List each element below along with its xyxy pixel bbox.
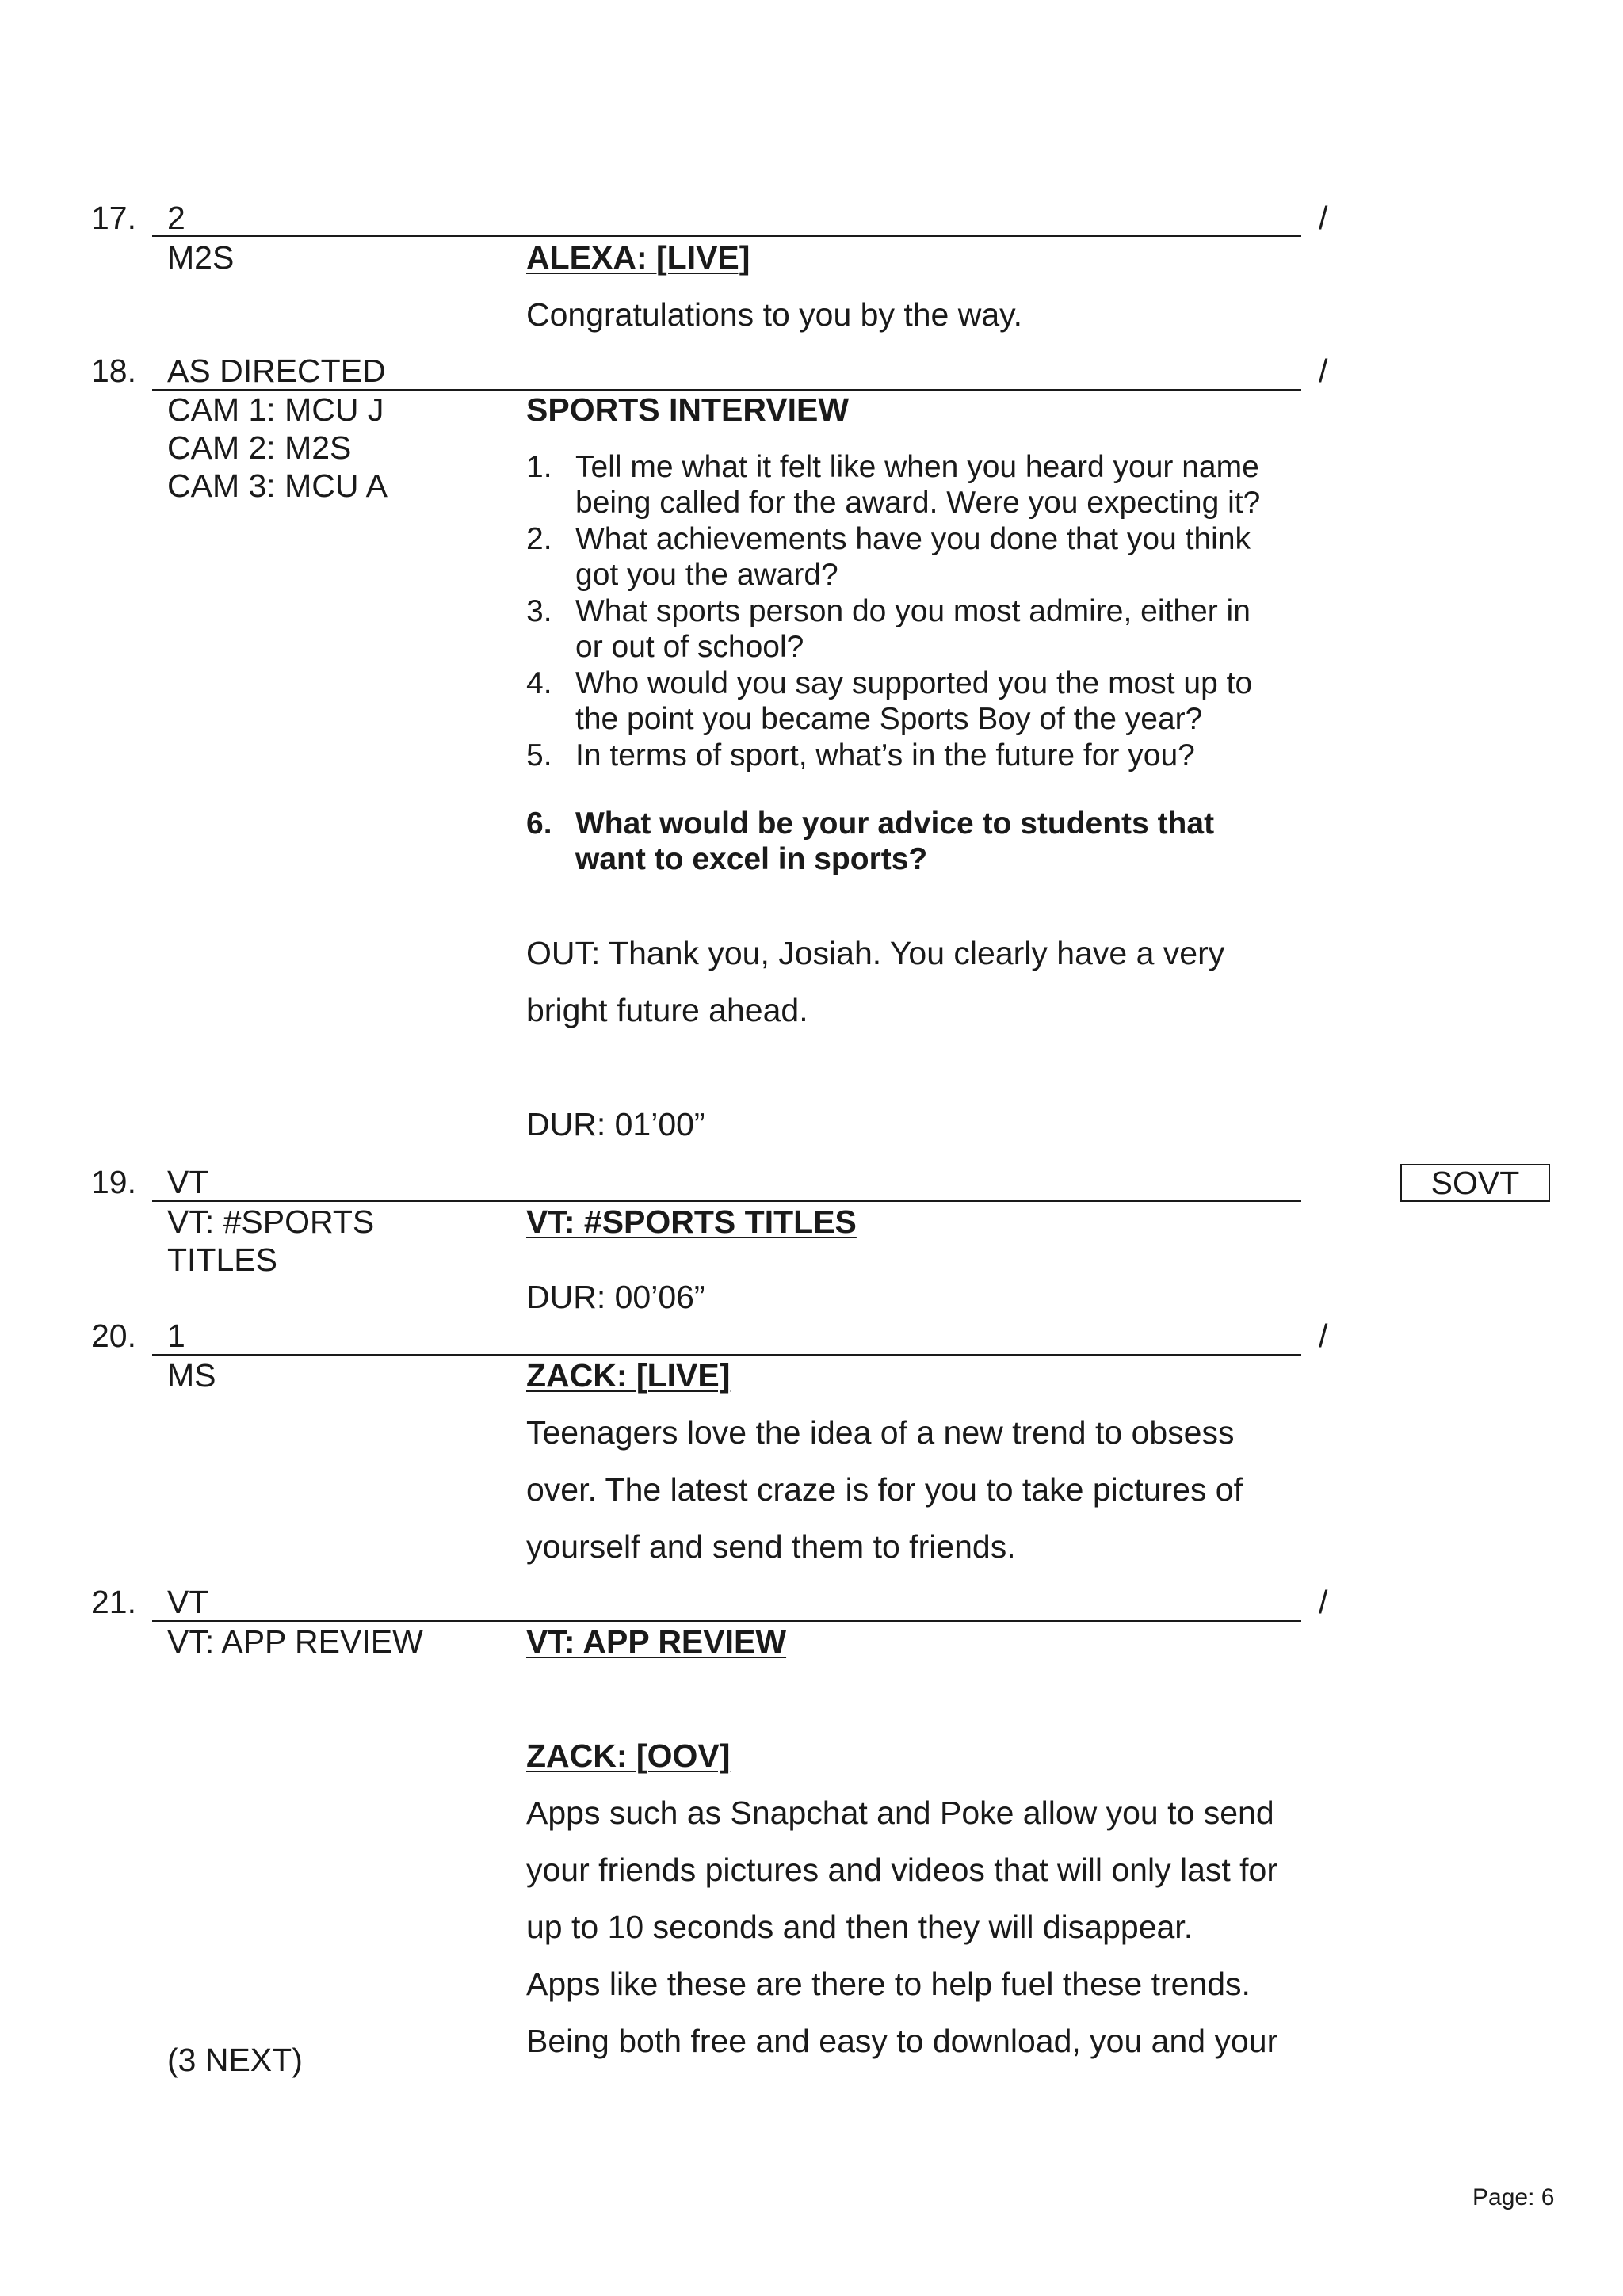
vt-heading: VT: #SPORTS TITLES: [526, 1203, 857, 1240]
question-number: 1.: [526, 450, 552, 484]
shot-number: 19.: [91, 1164, 136, 1200]
shot-number: 21.: [91, 1584, 136, 1620]
vt-heading: VT: APP REVIEW: [526, 1623, 787, 1660]
question-number: 4.: [526, 666, 552, 700]
question-line: What sports person do you most admire, either in: [575, 594, 1251, 628]
shot-number: 18.: [91, 353, 136, 389]
divider-line: [152, 235, 1301, 237]
out-line: OUT: Thank you, Josiah. You clearly have a very: [526, 935, 1225, 971]
shot-number: 17.: [91, 200, 136, 236]
question-line: the point you became Sports Boy of the year?: [575, 702, 1203, 736]
question-line: What would be your advice to students that: [575, 807, 1215, 841]
duration: DUR: 00’06”: [526, 1279, 705, 1315]
page-number: Page: 6: [1472, 2184, 1555, 2210]
camera-number: 2: [167, 200, 185, 236]
script-line: Teenagers love the idea of a new trend to obsess: [526, 1414, 1235, 1451]
shot-number: 20.: [91, 1318, 136, 1354]
camera-number: AS DIRECTED: [167, 353, 386, 389]
duration: DUR: 01’00”: [526, 1106, 705, 1142]
question-line: being called for the award. Were you expecting it?: [575, 486, 1261, 520]
slash-marker: /: [1319, 1318, 1328, 1354]
question-number: 3.: [526, 594, 552, 628]
script-line: your friends pictures and videos that will only last for: [526, 1852, 1278, 1888]
divider-line: [152, 1354, 1301, 1356]
question-number: 6.: [526, 807, 552, 841]
question-line: What achievements have you done that you think: [575, 522, 1251, 556]
divider-line: [152, 1620, 1301, 1622]
shot-type: VT: #SPORTS: [167, 1203, 375, 1240]
camera-number: VT: [167, 1584, 209, 1620]
camera-number: 1: [167, 1318, 185, 1354]
question-number: 5.: [526, 738, 552, 772]
script-line: up to 10 seconds and then they will disappear.: [526, 1909, 1193, 1945]
shot-type: TITLES: [167, 1241, 277, 1278]
slash-marker: /: [1319, 1584, 1328, 1620]
camera-number: VT: [167, 1164, 209, 1200]
slash-marker: /: [1319, 353, 1328, 389]
out-line: bright future ahead.: [526, 992, 808, 1028]
question-line: want to excel in sports?: [575, 842, 928, 876]
script-line: Apps such as Snapchat and Poke allow you to send: [526, 1794, 1274, 1831]
shot-type: MS: [167, 1357, 216, 1394]
question-line: Who would you say supported you the most up to: [575, 666, 1253, 700]
camera-shot: CAM 2: M2S: [167, 429, 352, 466]
speaker-heading: ZACK: [LIVE]: [526, 1357, 731, 1394]
shot-type: VT: APP REVIEW: [167, 1623, 423, 1660]
speaker-heading: ZACK: [OOV]: [526, 1737, 731, 1774]
question-line: Tell me what it felt like when you heard your name: [575, 450, 1259, 484]
script-line: over. The latest craze is for you to take pictures of: [526, 1471, 1243, 1508]
sovt-box: SOVT: [1400, 1164, 1550, 1202]
speaker-heading: ALEXA: [LIVE]: [526, 239, 750, 276]
question-line: or out of school?: [575, 630, 804, 664]
slash-marker: /: [1319, 200, 1328, 236]
segment-heading: SPORTS INTERVIEW: [526, 391, 850, 428]
question-line: In terms of sport, what’s in the future for you?: [575, 738, 1195, 772]
next-cue: (3 NEXT): [167, 2042, 303, 2078]
script-line: Apps like these are there to help fuel these trends.: [526, 1966, 1251, 2002]
camera-shot: CAM 1: MCU J: [167, 391, 384, 428]
script-line: Being both free and easy to download, you and your: [526, 2023, 1278, 2059]
divider-line: [152, 1200, 1301, 1202]
shot-type: M2S: [167, 239, 235, 276]
question-number: 2.: [526, 522, 552, 556]
script-line: Congratulations to you by the way.: [526, 296, 1022, 333]
camera-shot: CAM 3: MCU A: [167, 467, 388, 504]
script-line: yourself and send them to friends.: [526, 1528, 1016, 1565]
question-line: got you the award?: [575, 558, 838, 592]
